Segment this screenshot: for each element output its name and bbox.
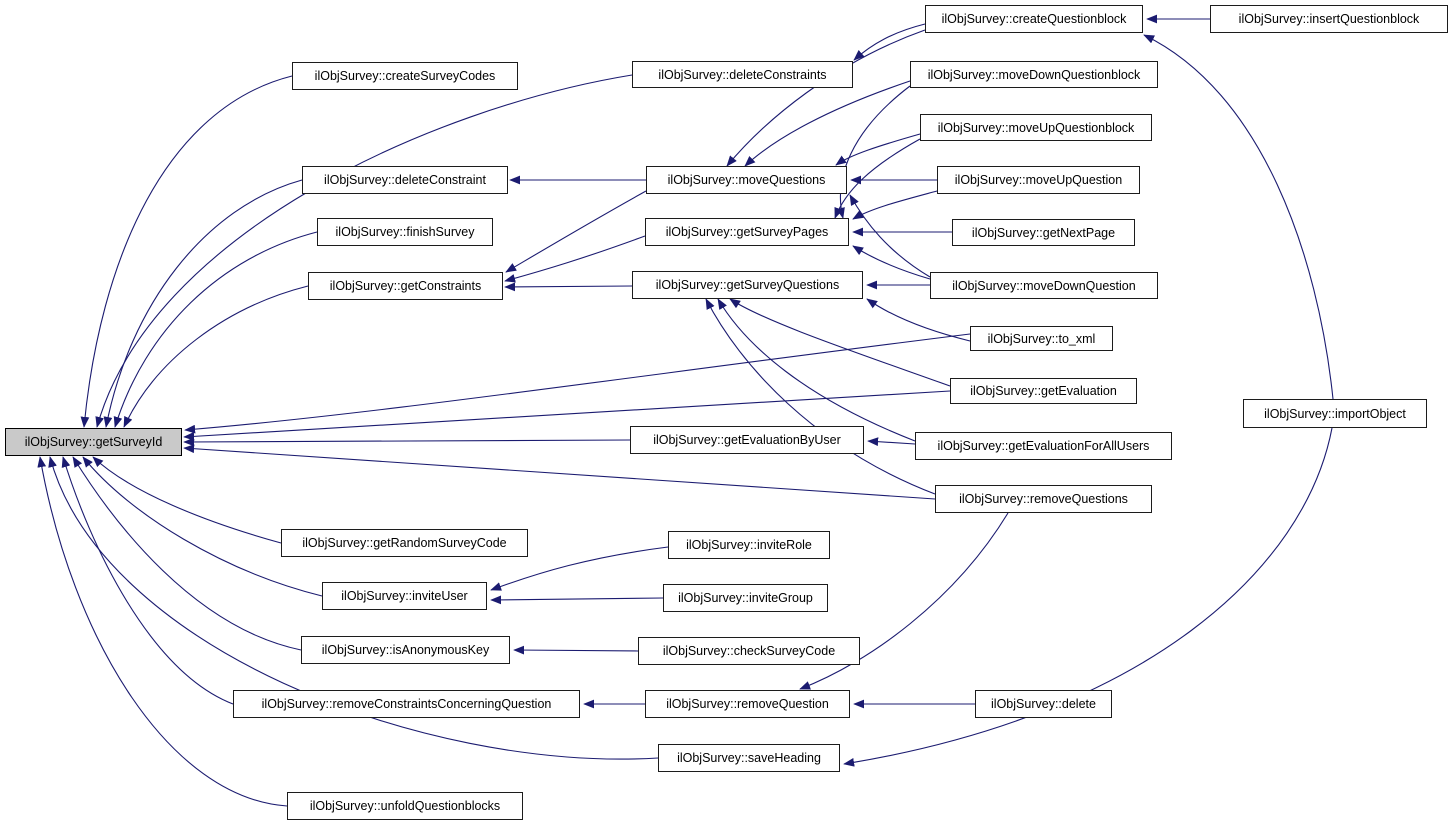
node-inviteGroup[interactable]: ilObjSurvey::inviteGroup: [663, 584, 828, 612]
edge-inviteGroup-inviteUser: [491, 598, 663, 600]
edge-isAnonymousKey-getSurveyId: [73, 457, 301, 650]
node-getNextPage[interactable]: ilObjSurvey::getNextPage: [952, 219, 1135, 246]
node-moveDownQuestion[interactable]: ilObjSurvey::moveDownQuestion: [930, 272, 1158, 299]
edge-deleteConstraint-getSurveyId: [106, 180, 302, 427]
node-to_xml[interactable]: ilObjSurvey::to_xml: [970, 326, 1113, 351]
edge-createQuestionblock-deleteConstraints: [854, 24, 925, 60]
node-createSurveyCodes[interactable]: ilObjSurvey::createSurveyCodes: [292, 62, 518, 90]
edge-createSurveyCodes-getSurveyId: [84, 76, 292, 427]
node-insertQuestionblock[interactable]: ilObjSurvey::insertQuestionblock: [1210, 5, 1448, 33]
node-inviteRole[interactable]: ilObjSurvey::inviteRole: [668, 531, 830, 559]
node-getSurveyQuestions[interactable]: ilObjSurvey::getSurveyQuestions: [632, 271, 863, 299]
node-isAnonymousKey[interactable]: ilObjSurvey::isAnonymousKey: [301, 636, 510, 664]
edge-unfoldQuestionblocks-getSurveyId: [40, 457, 287, 806]
node-getEvaluationByUser[interactable]: ilObjSurvey::getEvaluationByUser: [630, 426, 864, 454]
edge-getRandomSurveyCode-getSurveyId: [93, 457, 281, 543]
edge-moveDownQuestionblock-getSurveyPages: [840, 86, 910, 218]
edge-getEvaluationForAllUsers-getSurveyQuestions: [718, 299, 915, 441]
node-getSurveyPages[interactable]: ilObjSurvey::getSurveyPages: [645, 218, 849, 246]
node-moveQuestions[interactable]: ilObjSurvey::moveQuestions: [646, 166, 847, 194]
edge-inviteUser-getSurveyId: [83, 457, 322, 596]
node-removeQuestion[interactable]: ilObjSurvey::removeQuestion: [645, 690, 850, 718]
edge-moveDownQuestion-getSurveyPages: [853, 246, 930, 279]
edge-moveUpQuestion-getSurveyPages: [853, 191, 937, 219]
node-moveUpQuestionblock[interactable]: ilObjSurvey::moveUpQuestionblock: [920, 114, 1152, 141]
edge-finishSurvey-getSurveyId: [115, 232, 317, 427]
edge-getEvaluationByUser-getSurveyId: [184, 440, 630, 442]
edge-getSurveyPages-getConstraints: [505, 236, 645, 281]
edge-removeQuestions-getSurveyQuestions: [706, 299, 935, 494]
edge-importObject-createQuestionblock: [1144, 35, 1333, 399]
edge-moveUpQuestionblock-getSurveyPages: [835, 139, 920, 218]
node-delete[interactable]: ilObjSurvey::delete: [975, 690, 1112, 718]
node-removeQuestions[interactable]: ilObjSurvey::removeQuestions: [935, 485, 1152, 513]
edge-checkSurveyCode-isAnonymousKey: [514, 650, 638, 651]
node-unfoldQuestionblocks[interactable]: ilObjSurvey::unfoldQuestionblocks: [287, 792, 523, 820]
node-inviteUser[interactable]: ilObjSurvey::inviteUser: [322, 582, 487, 610]
edge-getEvaluationForAllUsers-getEvaluationByUser: [868, 441, 915, 444]
edge-getEvaluation-getSurveyQuestions: [730, 299, 950, 386]
edge-to_xml-getSurveyId: [185, 334, 970, 430]
edge-getConstraints-getSurveyId: [124, 286, 308, 427]
edge-moveUpQuestionblock-moveQuestions: [836, 134, 920, 165]
edge-getSurveyQuestions-getConstraints: [505, 286, 632, 287]
edge-deleteConstraints-getSurveyId: [97, 75, 632, 427]
edge-moveDownQuestionblock-moveQuestions: [745, 81, 910, 166]
node-removeConstraintsConcerningQuestion[interactable]: ilObjSurvey::removeConstraintsConcerningQuestion: [233, 690, 580, 718]
node-getConstraints[interactable]: ilObjSurvey::getConstraints: [308, 272, 503, 300]
node-deleteConstraints[interactable]: ilObjSurvey::deleteConstraints: [632, 61, 853, 88]
node-deleteConstraint[interactable]: ilObjSurvey::deleteConstraint: [302, 166, 508, 194]
node-finishSurvey[interactable]: ilObjSurvey::finishSurvey: [317, 218, 493, 246]
node-saveHeading[interactable]: ilObjSurvey::saveHeading: [658, 744, 840, 772]
node-getSurveyId: ilObjSurvey::getSurveyId: [5, 428, 182, 456]
edge-removeQuestions-getSurveyId: [184, 448, 935, 499]
node-importObject[interactable]: ilObjSurvey::importObject: [1243, 399, 1427, 428]
node-createQuestionblock[interactable]: ilObjSurvey::createQuestionblock: [925, 5, 1143, 33]
node-getRandomSurveyCode[interactable]: ilObjSurvey::getRandomSurveyCode: [281, 529, 528, 557]
node-moveDownQuestionblock[interactable]: ilObjSurvey::moveDownQuestionblock: [910, 61, 1158, 88]
node-checkSurveyCode[interactable]: ilObjSurvey::checkSurveyCode: [638, 637, 860, 665]
node-moveUpQuestion[interactable]: ilObjSurvey::moveUpQuestion: [937, 166, 1140, 194]
node-getEvaluationForAllUsers[interactable]: ilObjSurvey::getEvaluationForAllUsers: [915, 432, 1172, 460]
node-getEvaluation[interactable]: ilObjSurvey::getEvaluation: [950, 378, 1137, 404]
edge-to_xml-getSurveyQuestions: [867, 299, 970, 341]
